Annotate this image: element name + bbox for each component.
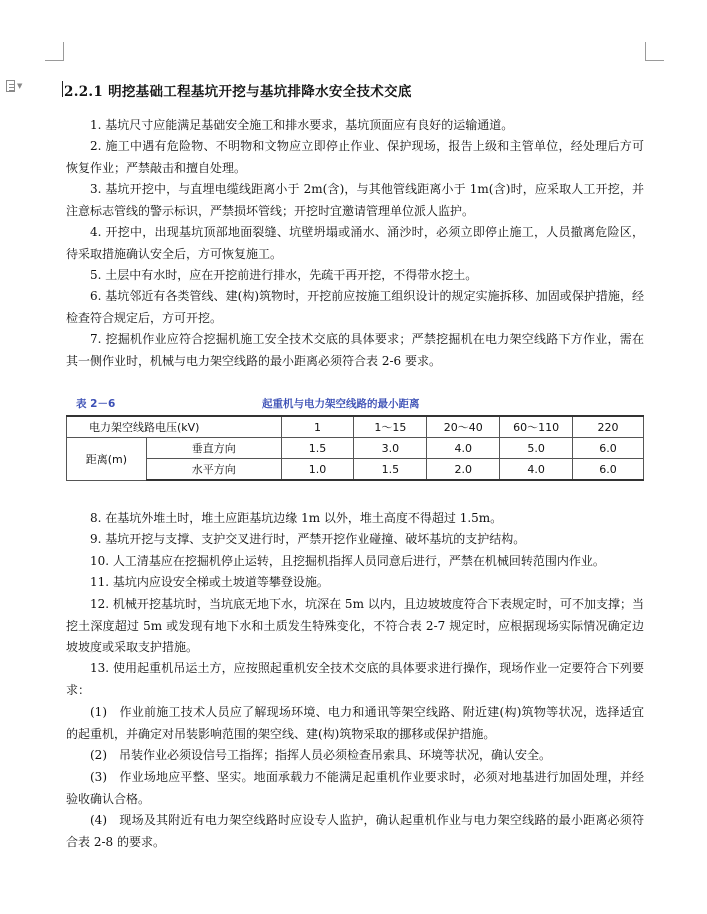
paragraph-6: 6. 基坑邻近有各类管线、建(构)筑物时，开挖前应按施工组织设计的规定实施拆移、加固或保护措施，经检查符合规定后，方可开挖。: [66, 289, 644, 325]
direction-cell: 水平方向: [146, 459, 281, 481]
table-cell: 220: [573, 416, 644, 438]
table-cell: 20～40: [427, 416, 500, 438]
table-cell: 3.0: [354, 438, 427, 459]
list-item-2: (2) 吊装作业必须设信号工指挥；指挥人员必须检查吊索具、环境等状况，确认安全。: [90, 748, 552, 762]
list-item-3: (3) 作业场地应平整、坚实。地面承载力不能满足起重机作业要求时，必须对地基进行加固处理，并经验收确认合格。: [66, 770, 644, 806]
paragraph-7: 7. 挖掘机作业应符合挖掘机施工安全技术交底的具体要求；严禁挖掘机在电力架空线路下方作业，需在其一侧作业时，机械与电力架空线路的最小距离必须符合表 2-6 要求。: [66, 332, 644, 368]
document-icon: [6, 80, 15, 92]
min-distance-table: [66, 415, 644, 481]
table-cell: 5.0: [500, 438, 573, 459]
distance-label-cell: 距离(m): [67, 438, 147, 481]
document-map-icon[interactable]: [6, 79, 32, 93]
table-header-row: [67, 416, 644, 438]
paragraph-10: 10. 人工清基应在挖掘机停止运转，且挖掘机指挥人员同意后进行，严禁在机械回转范围内作业。: [90, 554, 605, 568]
table-cell: 60～110: [500, 416, 573, 438]
table-caption-id: 表 2－6: [76, 398, 116, 410]
paragraph-1: 1. 基坑尺寸应能满足基础安全施工和排水要求，基坑顶面应有良好的运输通道。: [90, 118, 514, 132]
paragraph-13: 13. 使用起重机吊运土方，应按照起重机安全技术交底的具体要求进行操作，现场作业一定要符合下列要求：: [66, 661, 644, 697]
paragraph-11: 11. 基坑内应设安全梯或土坡道等攀登设施。: [90, 575, 329, 589]
table-cell: 1.5: [354, 459, 427, 481]
paragraph-8: 8. 在基坑外堆土时，堆土应距基坑边缘 1m 以外，堆土高度不得超过 1.5m。: [90, 511, 503, 525]
table-cell: 1.0: [281, 459, 354, 481]
table-row: [67, 459, 644, 481]
paragraph-9: 9. 基坑开挖与支撑、支护交叉进行时，严禁开挖作业碰撞、破坏基坑的支护结构。: [90, 532, 526, 546]
paragraph-3: 3. 基坑开挖中，与直埋电缆线距离小于 2m(含)，与其他管线距离小于 1m(含)时，应采取人工开挖，并注意标志管线的警示标识，严禁损坏管线；开挖时宜邀请管理单位派人监护。: [66, 182, 644, 218]
paragraph-5: 5. 土层中有水时，应在开挖前进行排水，先疏干再开挖，不得带水挖土。: [90, 268, 478, 282]
paragraph-2: 2. 施工中遇有危险物、不明物和文物应立即停止作业、保护现场，报告上级和主管单位，经处理后方可恢复作业；严禁敲击和擅自处理。: [66, 139, 644, 175]
table-cell: 6.0: [573, 438, 644, 459]
table-cell: 2.0: [427, 459, 500, 481]
list-item-1: (1) 作业前施工技术人员应了解现场环境、电力和通讯等架空线路、附近建(构)筑物等状况，选择适宜的起重机，并确定对吊装影响范围的架空线、建(构)筑物采取的挪移或保护措施。: [66, 705, 644, 741]
table-cell: 4.0: [427, 438, 500, 459]
table-caption-title: 起重机与电力架空线路的最小距离: [262, 398, 420, 410]
table-cell: 1.5: [281, 438, 354, 459]
page-corner-top-right: [645, 42, 664, 61]
table-cell: 1～15: [354, 416, 427, 438]
paragraph-12: 12. 机械开挖基坑时，当坑底无地下水，坑深在 5m 以内，且边坡坡度符合下表规定时，可不加支撑；当挖土深度超过 5m 或发现有地下水和土质发生特殊变化，不符合表 2-7 规定时，应根据现场实际情况确定边坡坡度或采取支护措施。: [66, 597, 644, 654]
table-cell: 1: [281, 416, 354, 438]
list-item-4: (4) 现场及其附近有电力架空线路时应设专人监护，确认起重机作业与电力架空线路的最小距离必须符合表 2-8 的要求。: [66, 813, 644, 849]
direction-cell: 垂直方向: [146, 438, 281, 459]
table-row: [67, 438, 644, 459]
paragraph-4: 4. 开挖中，出现基坑顶部地面裂缝、坑壁坍塌或涌水、涌沙时，必须立即停止施工，人员撤离危险区，待采取措施确认安全后，方可恢复施工。: [66, 225, 644, 261]
table-cell: 6.0: [573, 459, 644, 481]
voltage-label-cell: 电力架空线路电压(kV): [67, 416, 282, 438]
page-corner-top-left: [45, 42, 64, 61]
chevron-down-icon: ▼: [17, 82, 23, 90]
section-heading: 2.2.1 明挖基础工程基坑开挖与基坑排降水安全技术交底: [64, 80, 412, 100]
table-cell: 4.0: [500, 459, 573, 481]
